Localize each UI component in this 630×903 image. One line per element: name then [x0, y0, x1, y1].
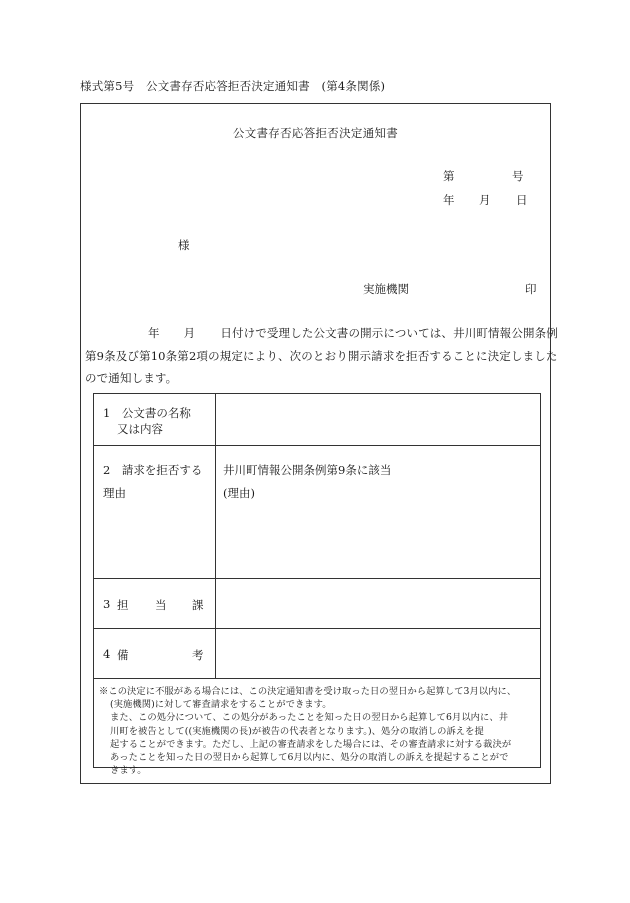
- document-content-label: 又は内容: [117, 422, 163, 436]
- document-name-label: 1 公文書の名称: [103, 406, 191, 420]
- notice-line-7: きます。: [110, 765, 147, 777]
- table-row: [94, 679, 541, 768]
- details-table: [93, 393, 541, 777]
- date-month: 月: [479, 193, 491, 207]
- department-label-char-3: 課: [192, 598, 204, 612]
- remarks-label-char-2: 考: [192, 648, 204, 662]
- reason-heading: (理由): [223, 486, 255, 500]
- department-label-number: 3: [103, 597, 111, 611]
- seal-mark: 印: [525, 282, 537, 296]
- ordinance-article-text: 井川町情報公開条例第9条に該当: [223, 463, 392, 477]
- remarks-label-char-1: 備: [117, 648, 129, 662]
- body-line-1: [85, 322, 558, 345]
- notice-line-4: 川町を被告として((実施機関の長)が被告の代表者となります。)、処分の取消しの訴えを提: [110, 725, 484, 737]
- notice-line-5: 起することができます。ただし、上記の審査請求をした場合には、その審査請求に対する裁決が: [110, 738, 512, 750]
- remarks-label-number: 4: [103, 647, 111, 661]
- document-name-label-cell: [94, 394, 216, 446]
- table-row: [94, 629, 541, 679]
- refusal-reason-value-cell: [216, 446, 541, 579]
- table-row: [94, 579, 541, 629]
- notice-line-1: ※この決定に不服がある場合には、この決定通知書を受け取った日の翌日から起算して3月以内に、: [99, 686, 517, 697]
- agency-label: 実施機関: [363, 282, 409, 296]
- appeal-notice: [99, 685, 539, 777]
- form-number-label: 様式第5号 公文書存否応答拒否決定通知書 (第4条関係): [80, 79, 386, 93]
- department-value-cell: [216, 579, 541, 629]
- notice-line-6: あったことを知った日の翌日から起算して6月以内に、処分の取消しの訴えを提起することがで: [110, 752, 509, 764]
- table-row: [94, 394, 541, 446]
- addressee-honorific: 様: [178, 238, 190, 252]
- notice-line-2: (実施機関)に対して審査請求をすることができます。: [110, 699, 332, 711]
- refusal-reason-label: 2 請求を拒否する: [103, 463, 203, 477]
- appeal-notice-cell: [94, 679, 541, 777]
- remarks-label-cell: [94, 629, 216, 679]
- department-label-char-1: 担: [117, 598, 129, 612]
- ref-prefix: 第: [443, 169, 455, 183]
- refusal-reason-label-cell: [94, 446, 216, 579]
- body-line-1-rest: 日付けで受理した公文書の開示については、井川町情報公開条例: [220, 326, 558, 340]
- reason-label: 理由: [103, 486, 126, 500]
- body-year: 年: [148, 326, 160, 340]
- remarks-value-cell: [216, 629, 541, 679]
- ref-suffix: 号: [512, 169, 524, 183]
- department-label-cell: [94, 579, 216, 629]
- body-line-2: 第9条及び第10条第2項の規定により、次のとおり開示請求を拒否することに決定しました: [85, 348, 558, 363]
- body-month: 月: [183, 326, 196, 340]
- document-name-value-cell: [216, 394, 541, 446]
- notice-line-3: また、この処分について、この処分があったことを知った日の翌日から起算して6月以内に、井: [110, 712, 509, 724]
- document-title: 公文書存否応答拒否決定通知書: [232, 126, 399, 140]
- date-year: 年: [443, 193, 455, 207]
- body-line-3: ので通知します。: [85, 371, 178, 385]
- body-paragraph: [85, 322, 558, 390]
- notice-frame: [80, 103, 558, 784]
- table-row: [94, 446, 541, 579]
- department-label-char-2: 当: [155, 598, 167, 612]
- date-day: 日: [516, 193, 528, 207]
